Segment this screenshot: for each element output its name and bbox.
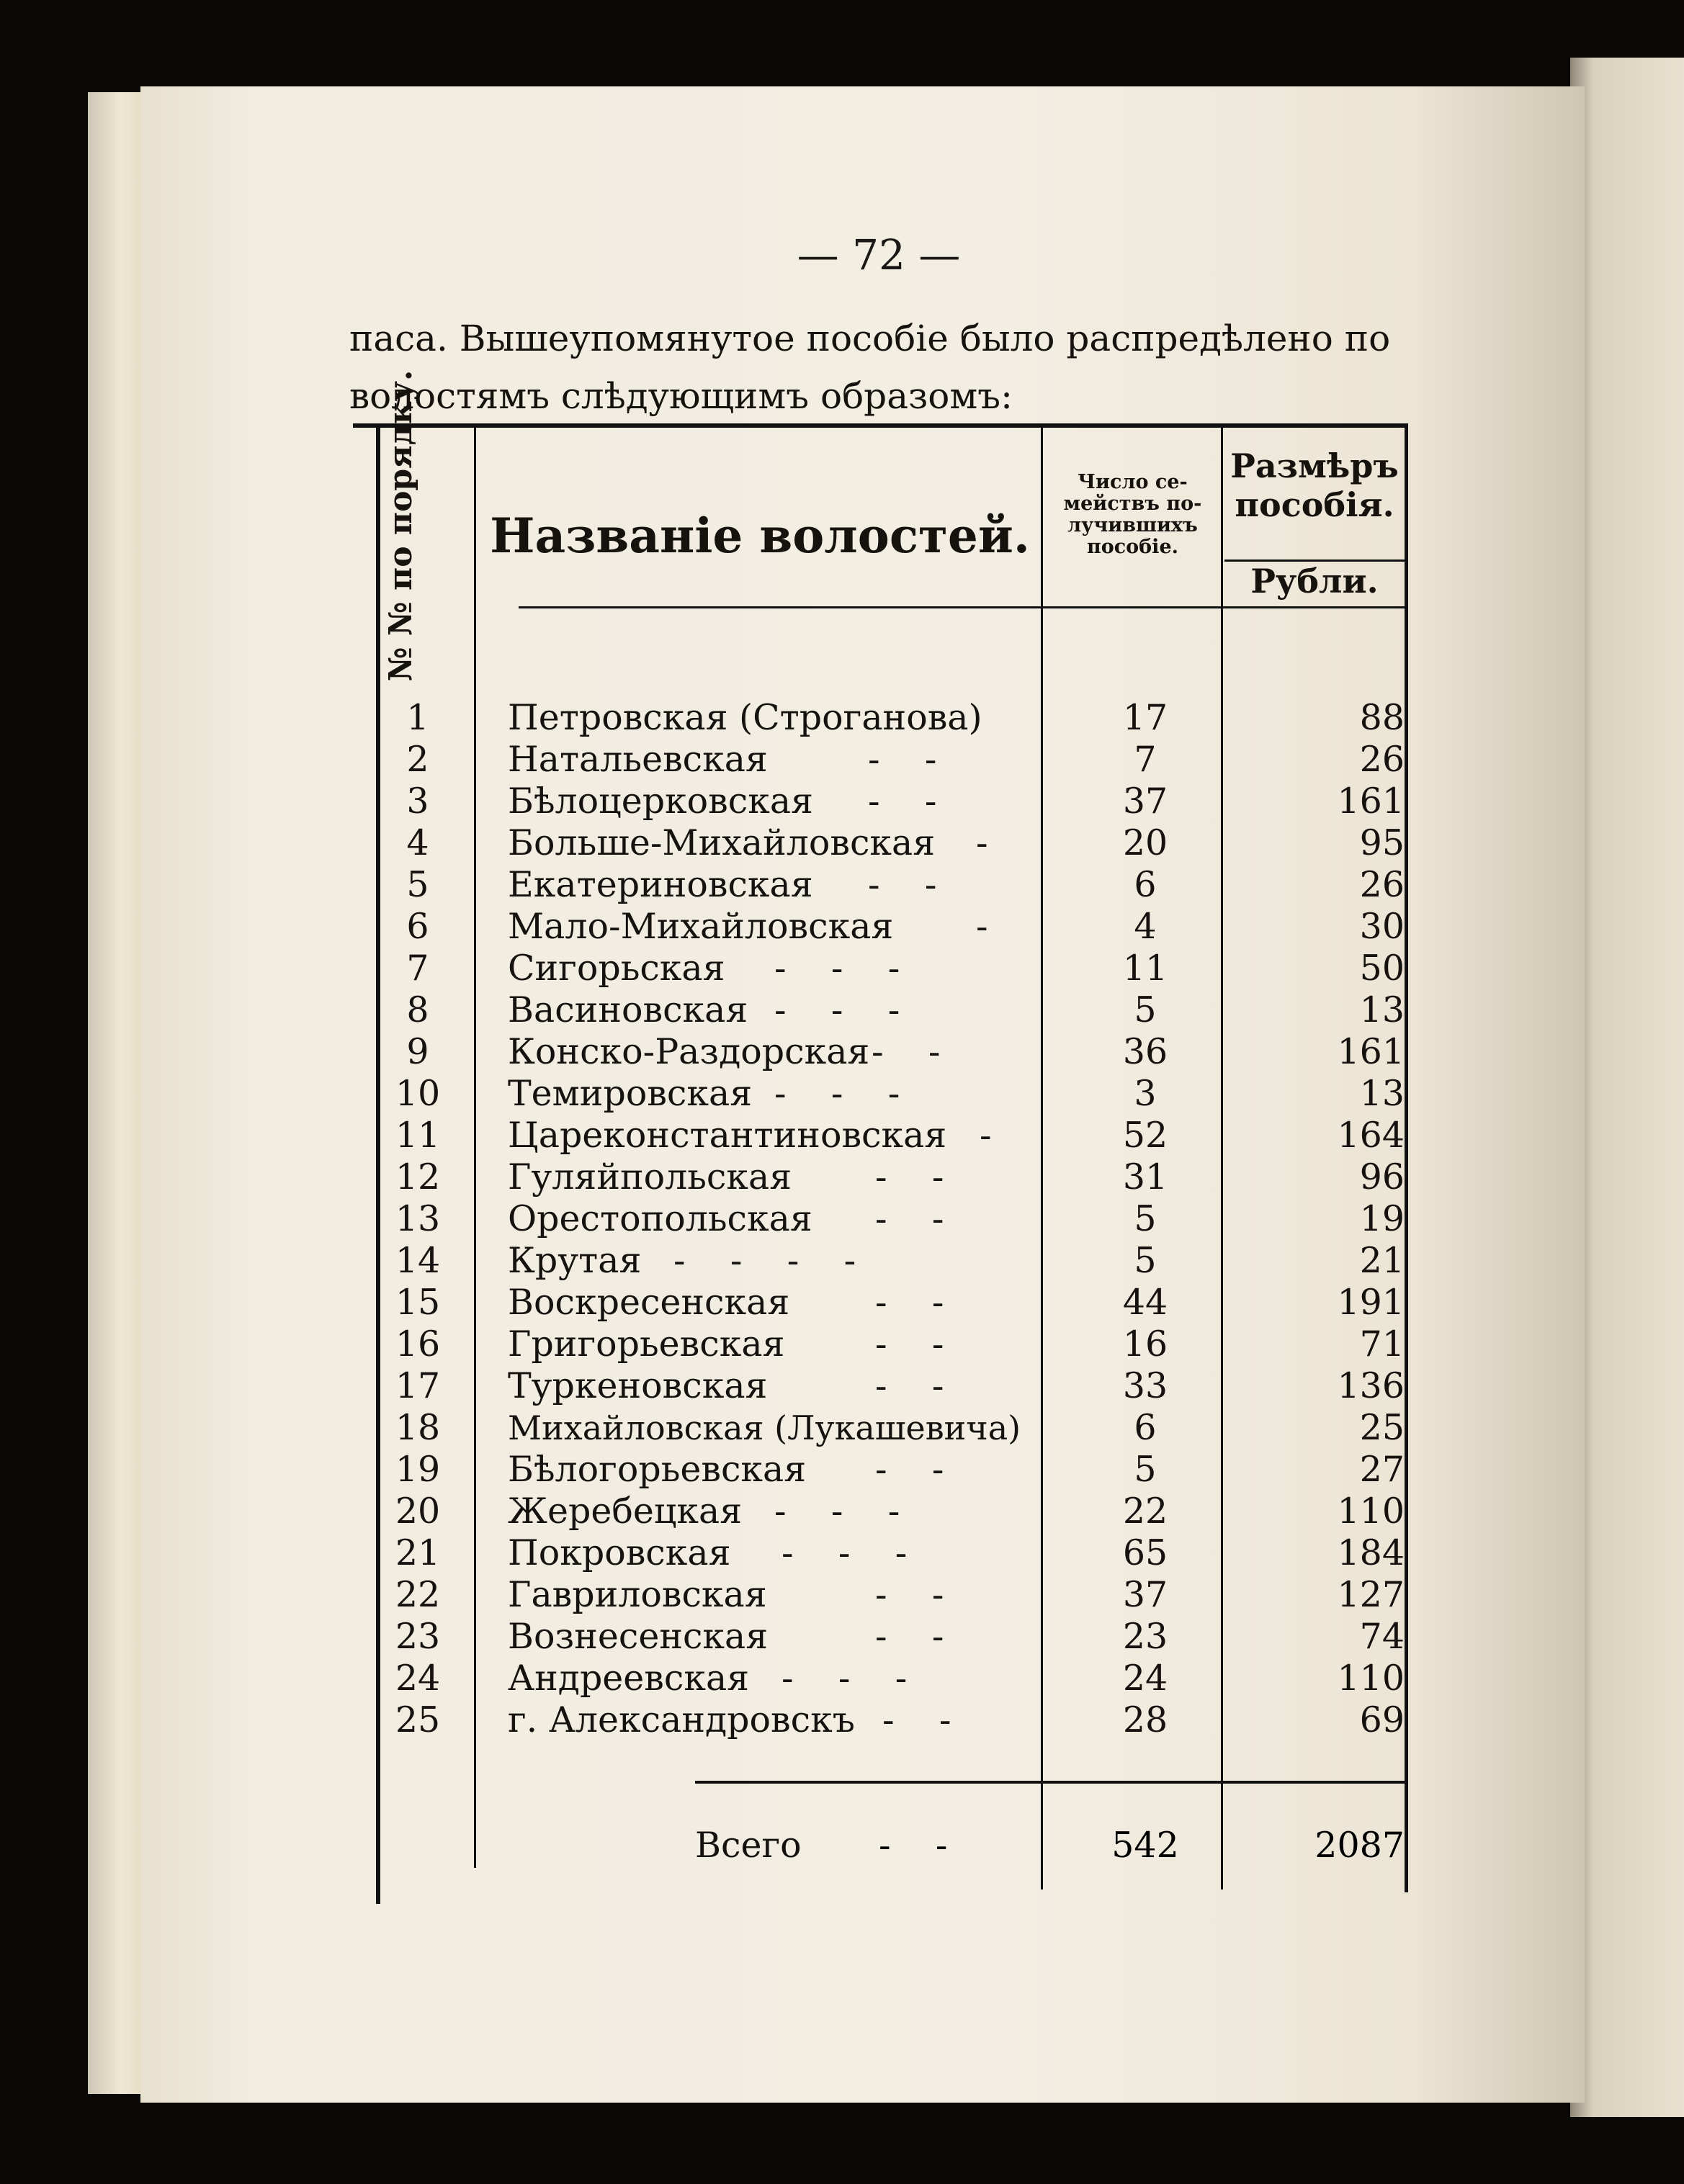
row-families: 20	[1122, 822, 1168, 863]
header-amount-unit: Рубли.	[1250, 562, 1379, 601]
row-amount: 96	[1359, 1156, 1405, 1197]
table-top-rule	[353, 423, 1406, 428]
row-number: 3	[406, 781, 429, 822]
header-families-line-4: пособіе.	[1086, 536, 1179, 558]
row-number: 24	[395, 1658, 441, 1699]
row-families: 44	[1122, 1282, 1168, 1323]
row-amount: 26	[1359, 864, 1405, 905]
column-line-name	[1041, 428, 1043, 1889]
header-amount-line-2: пособія.	[1235, 485, 1394, 524]
row-families: 22	[1122, 1491, 1168, 1532]
row-dashes: - -	[868, 864, 937, 905]
row-name: Больше-Михайловская	[508, 822, 936, 863]
row-number: 15	[395, 1282, 441, 1323]
row-dashes: - - -	[781, 1532, 908, 1573]
row-amount: 71	[1359, 1324, 1405, 1365]
row-amount: 69	[1359, 1699, 1405, 1740]
row-families: 33	[1122, 1365, 1168, 1406]
book-cover-edge	[1570, 58, 1684, 2117]
row-amount: 21	[1359, 1240, 1405, 1281]
row-dashes: - -	[868, 781, 937, 822]
row-dashes: -	[980, 1115, 992, 1156]
row-amount: 127	[1337, 1574, 1405, 1615]
row-amount: 74	[1359, 1616, 1405, 1657]
row-number: 20	[395, 1491, 441, 1532]
row-name: Бѣлогорьевская	[508, 1449, 807, 1490]
row-name: Крутая	[508, 1240, 642, 1281]
row-number: 14	[395, 1240, 441, 1281]
header-number	[354, 369, 448, 682]
row-number: 4	[406, 822, 429, 863]
row-name: Андреевская	[508, 1658, 750, 1699]
row-name: Воскресенская	[508, 1282, 790, 1323]
row-amount: 26	[1359, 739, 1405, 780]
total-label: Всего	[695, 1825, 802, 1866]
header-number-text: № № по порядку.	[382, 369, 419, 682]
row-amount: 136	[1337, 1365, 1405, 1406]
row-number: 1	[406, 697, 429, 738]
row-amount: 88	[1359, 697, 1405, 738]
row-families: 37	[1122, 1574, 1168, 1615]
row-families: 4	[1134, 906, 1157, 947]
row-amount: 30	[1359, 906, 1405, 947]
row-amount: 161	[1337, 1031, 1405, 1072]
row-families: 11	[1122, 948, 1168, 989]
row-dashes: - -	[868, 739, 937, 780]
row-dashes: - -	[875, 1616, 944, 1657]
row-name: Гуляйпольская	[508, 1156, 792, 1197]
row-dashes: - -	[875, 1282, 944, 1323]
row-name: Вознесенская	[508, 1616, 769, 1657]
row-name: Васиновская	[508, 989, 748, 1030]
row-families: 31	[1122, 1156, 1168, 1197]
row-amount: 191	[1337, 1282, 1405, 1323]
row-families: 5	[1134, 1449, 1157, 1490]
row-name: Жеребецкая	[508, 1491, 743, 1532]
header-families	[1044, 472, 1221, 558]
row-amount: 161	[1337, 781, 1405, 822]
header-families-line-2: мействъ по-	[1063, 493, 1202, 515]
row-dashes: - -	[875, 1365, 944, 1406]
row-dashes: - -	[875, 1324, 944, 1365]
total-amount: 2087	[1314, 1825, 1405, 1866]
total-families: 542	[1111, 1825, 1179, 1866]
row-number: 19	[395, 1449, 441, 1490]
row-families: 16	[1122, 1324, 1168, 1365]
header-amount-line-1: Размѣръ	[1230, 446, 1399, 485]
header-amount	[1224, 446, 1405, 524]
total-rule	[695, 1781, 1405, 1784]
row-families: 23	[1122, 1616, 1168, 1657]
row-name: Покровская	[508, 1532, 731, 1573]
row-amount: 184	[1337, 1532, 1405, 1573]
page-number: — 72 —	[797, 230, 961, 279]
row-name: Цареконстантиновская	[508, 1115, 947, 1156]
row-number: 21	[395, 1532, 441, 1573]
row-name: Бѣлоцерковская	[508, 781, 813, 822]
row-amount: 25	[1359, 1407, 1405, 1448]
row-families: 24	[1122, 1658, 1168, 1699]
header-bottom-rule	[519, 606, 1405, 608]
row-dashes: - -	[872, 1031, 941, 1072]
row-number: 11	[395, 1115, 441, 1156]
row-families: 5	[1134, 1240, 1157, 1281]
row-dashes: - - - -	[673, 1240, 856, 1281]
row-families: 6	[1134, 864, 1157, 905]
row-dashes: - -	[882, 1699, 951, 1740]
row-amount: 110	[1337, 1658, 1405, 1699]
row-dashes: - - -	[774, 1073, 900, 1114]
row-dashes: - - -	[774, 948, 900, 989]
row-amount: 95	[1359, 822, 1405, 863]
row-families: 6	[1134, 1407, 1157, 1448]
row-number: 2	[406, 739, 429, 780]
row-families: 5	[1134, 989, 1157, 1030]
row-number: 25	[395, 1699, 441, 1740]
row-amount: 13	[1359, 1073, 1405, 1114]
row-name: Сигорьская	[508, 948, 725, 989]
row-families: 3	[1134, 1073, 1157, 1114]
row-families: 36	[1122, 1031, 1168, 1072]
column-line-number	[474, 428, 476, 1868]
row-number: 9	[406, 1031, 429, 1072]
row-families: 7	[1134, 739, 1157, 780]
row-families: 5	[1134, 1198, 1157, 1239]
row-dashes: -	[976, 906, 988, 947]
row-families: 52	[1122, 1115, 1168, 1156]
row-number: 18	[395, 1407, 441, 1448]
row-number: 6	[406, 906, 429, 947]
row-dashes: - - -	[774, 1491, 900, 1532]
row-number: 22	[395, 1574, 441, 1615]
row-number: 17	[395, 1365, 441, 1406]
row-number: 8	[406, 989, 429, 1030]
intro-paragraph	[349, 310, 1408, 425]
row-name: Григорьевская	[508, 1324, 785, 1365]
row-dashes: - -	[875, 1156, 944, 1197]
row-name: Михайловская (Лукашевича)	[508, 1408, 1021, 1447]
row-amount: 50	[1359, 948, 1405, 989]
row-amount: 164	[1337, 1115, 1405, 1156]
row-name: Натальевская	[508, 739, 768, 780]
row-name: Конско-Раздорская	[508, 1031, 870, 1072]
row-families: 17	[1122, 697, 1168, 738]
intro-line-2: волостямъ слѣдующимъ образомъ:	[349, 375, 1013, 417]
row-amount: 13	[1359, 989, 1405, 1030]
row-name: Орестопольская	[508, 1198, 812, 1239]
header-name: Названіе волостей.	[490, 508, 1030, 564]
row-number: 16	[395, 1324, 441, 1365]
column-line-right	[1405, 423, 1408, 1892]
row-number: 12	[395, 1156, 441, 1197]
row-families: 65	[1122, 1532, 1168, 1573]
row-dashes: - -	[875, 1449, 944, 1490]
row-families: 28	[1122, 1699, 1168, 1740]
row-number: 23	[395, 1616, 441, 1657]
row-name: Темировская	[508, 1073, 753, 1114]
row-name: Туркеновская	[508, 1365, 768, 1406]
row-name: Петровская (Строганова)	[508, 697, 982, 738]
row-number: 10	[395, 1073, 441, 1114]
header-families-line-3: лучившихъ	[1067, 514, 1198, 536]
row-families: 37	[1122, 781, 1168, 822]
row-name: г. Александровскъ	[508, 1699, 855, 1740]
total-dashes: - -	[879, 1825, 948, 1866]
intro-line-1: паса. Вышеупомянутое пособіе было распредѣлено по	[349, 318, 1391, 359]
row-amount: 110	[1337, 1491, 1405, 1532]
row-name: Гавриловская	[508, 1574, 767, 1615]
row-amount: 19	[1359, 1198, 1405, 1239]
row-name: Екатериновская	[508, 864, 813, 905]
row-number: 5	[406, 864, 429, 905]
row-dashes: - - -	[774, 989, 900, 1030]
row-number: 13	[395, 1198, 441, 1239]
row-dashes: -	[976, 822, 988, 863]
row-number: 7	[406, 948, 429, 989]
header-families-line-1: Число се-	[1078, 471, 1188, 493]
row-name: Мало-Михайловская	[508, 906, 894, 947]
row-dashes: - - -	[781, 1658, 908, 1699]
row-amount: 27	[1359, 1449, 1405, 1490]
row-dashes: - -	[875, 1198, 944, 1239]
row-dashes: - -	[875, 1574, 944, 1615]
